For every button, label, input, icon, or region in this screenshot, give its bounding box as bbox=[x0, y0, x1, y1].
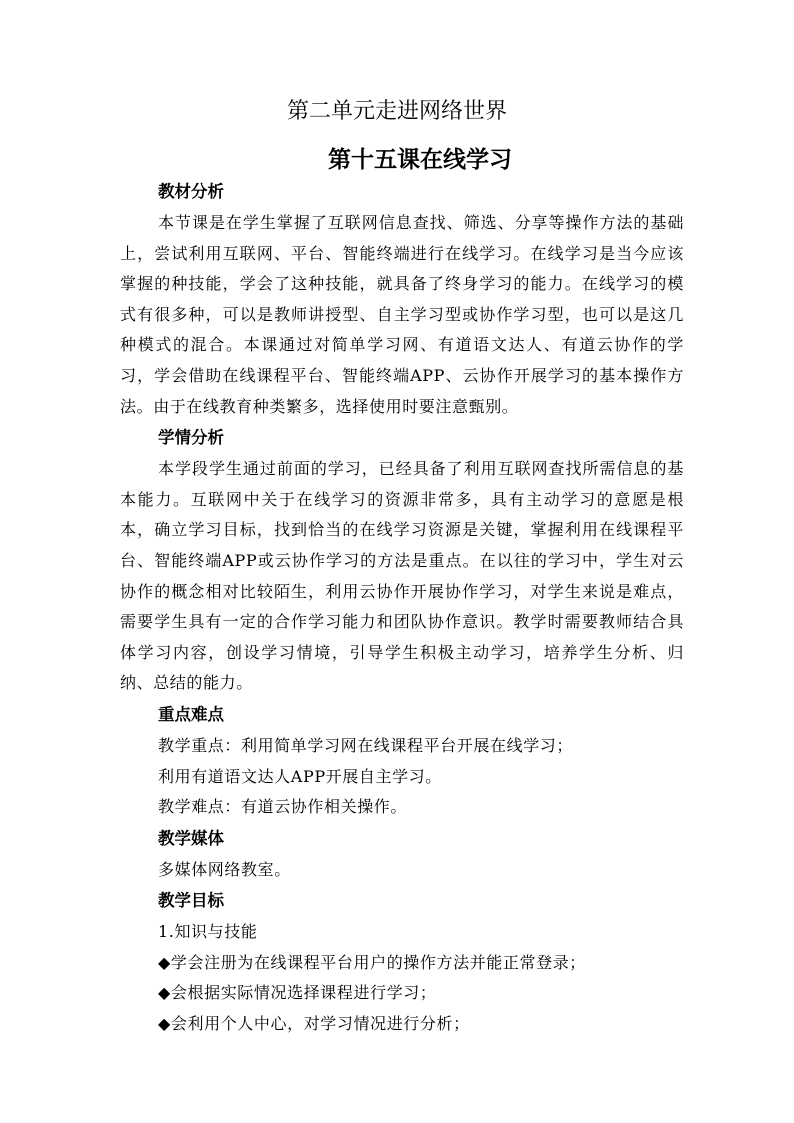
key-point-line: 教学难点：有道云协作相关操作。 bbox=[158, 797, 408, 817]
objective-item: ◆会根据实际情况选择课程进行学习； bbox=[158, 983, 437, 1003]
unit-title: 第二单元走进网络世界 bbox=[286, 99, 507, 124]
media-line: 多媒体网络教室。 bbox=[158, 859, 291, 879]
students-paragraph: 本学段学生通过前面的学习，已经具备了利用互联网查找所需信息的基本能力。互联网中关于在线学习的资源非常多，具有主动学习的意愿是根本，确立学习目标，找到恰当的在线学习资源是关键，掌握利用在线课程平台、智能终端APP或云协作学习的方法是重点。在以往的学习中，学生对云协作的概念相对比较陌生，利用云协作开展协作学习，对学生来说是难点，需要学生具有一定的合作学习能力和团队协作意识。教学时需要教师结合具体学习内容，创设学习情境，引导学生积极主动学习，培养学生分析、归纳、总结的能力。 bbox=[120, 459, 684, 693]
key-point-line: 利用有道语文达人APP开展自主学习。 bbox=[158, 766, 442, 786]
section-heading-media: 教学媒体 bbox=[158, 828, 224, 848]
material-paragraph: 本节课是在学生掌握了互联网信息查找、筛选、分享等操作方法的基础上，尝试利用互联网、平台、智能终端进行在线学习。在线学习是当今应该掌握的种技能，学会了这种技能，就具备了终身学习的能力。在线学习的模式有很多种，可以是教师讲授型、自主学习型或协作学习型，也可以是这几种模式的混合。本课通过对简单学习网、有道语文达人、有道云协作的学习，学会借助在线课程平台、智能终端APP、云协作开展学习的基本操作方法。由于在线教育种类繁多，选择使用时要注意甄别。 bbox=[120, 213, 684, 416]
objectives-subheading: 1.知识与技能 bbox=[158, 922, 258, 942]
section-heading-material: 教材分析 bbox=[158, 182, 224, 201]
section-heading-objectives: 教学目标 bbox=[158, 891, 224, 911]
lesson-title: 第十五课在线学习 bbox=[328, 147, 512, 173]
document-body bbox=[120, 176, 684, 1040]
objective-item: ◆会利用个人中心，对学习情况进行分析； bbox=[158, 1014, 470, 1034]
key-point-line: 教学重点：利用简单学习网在线课程平台开展在线学习； bbox=[158, 735, 574, 755]
objective-item: ◆学会注册为在线课程平台用户的操作方法并能正常登录； bbox=[158, 952, 586, 972]
section-heading-students: 学情分析 bbox=[158, 428, 224, 448]
section-heading-key-points: 重点难点 bbox=[158, 704, 224, 724]
